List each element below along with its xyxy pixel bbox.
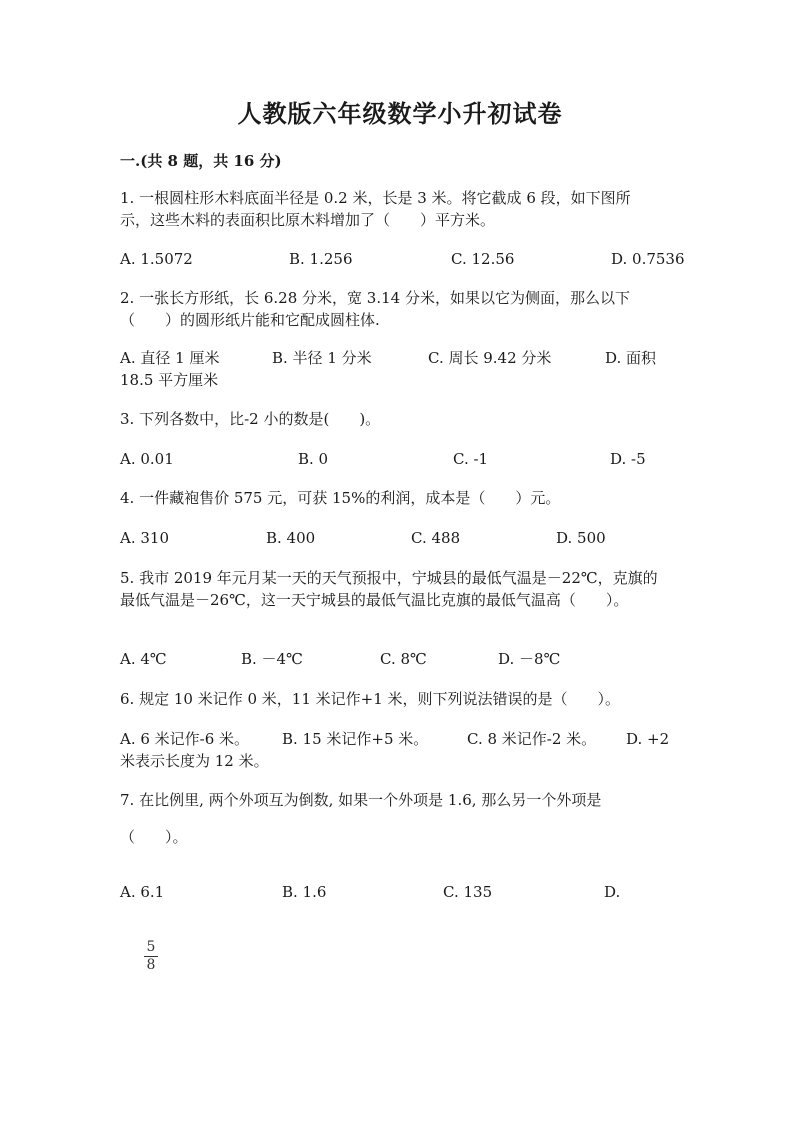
question-5-line-1: 5. 我市 2019 年元月某一天的天气预报中，宁城县的最低气温是－22℃，克旗的 [120, 569, 658, 587]
question-4-option-d: D. 500 [556, 529, 606, 547]
question-6-option-b: B. 15 米记作+5 米。 [282, 730, 429, 748]
question-2-option-b: B. 半径 1 分米 [272, 349, 372, 367]
question-5-option-c: C. 8℃ [380, 650, 427, 668]
question-5-line-2: 最低气温是－26℃，这一天宁城县的最低气温比克旗的最低气温高（ ）。 [120, 591, 629, 609]
question-2-option-d: D. 面积 [605, 349, 657, 367]
question-2-line-1: 2. 一张长方形纸，长 6.28 分米，宽 3.14 分米，如果以它为侧面，那么以下 [120, 289, 630, 307]
section-heading: 一.(共 8 题，共 16 分) [120, 152, 282, 170]
question-6-option-d: D. +2 [626, 730, 670, 748]
question-4-line-1: 4. 一件藏袍售价 575 元，可获 15%的利润，成本是（ ）元。 [120, 489, 561, 507]
question-3-option-b: B. 0 [298, 450, 329, 468]
question-1-option-a: A. 1.5072 [120, 250, 193, 268]
page-title: 人教版六年级数学小升初试卷 [237, 99, 563, 128]
question-1-option-b: B. 1.256 [289, 250, 353, 268]
question-5-option-a: A. 4℃ [120, 650, 167, 668]
question-6-option-c: C. 8 米记作-2 米。 [467, 730, 597, 748]
question-2-option-d-continued: 18.5 平方厘米 [120, 371, 219, 389]
question-3-line-1: 3. 下列各数中，比-2 小的数是( )。 [120, 410, 381, 428]
question-3-option-d: D. -5 [610, 450, 646, 468]
question-1-option-d: D. 0.7536 [611, 250, 685, 268]
question-7-option-c: C. 135 [443, 883, 493, 901]
question-2-option-a: A. 直径 1 厘米 [120, 349, 220, 367]
question-7-option-b: B. 1.6 [282, 883, 327, 901]
question-5-option-b: B. －4℃ [241, 650, 303, 668]
question-6-option-d-continued: 米表示长度为 12 米。 [120, 752, 269, 770]
fraction-denominator: 8 [146, 957, 156, 973]
question-1-option-c: C. 12.56 [451, 250, 515, 268]
question-7-line-1: 7. 在比例里, 两个外项互为倒数, 如果一个外项是 1.6, 那么另一个外项是 [120, 791, 602, 809]
question-4-option-c: C. 488 [411, 529, 461, 547]
question-7-option-a: A. 6.1 [120, 883, 165, 901]
question-5-option-d: D. －8℃ [498, 650, 561, 668]
question-7-option-d-fraction [144, 940, 158, 973]
question-3-option-a: A. 0.01 [120, 450, 174, 468]
question-6-option-a: A. 6 米记作-6 米。 [120, 730, 250, 748]
fraction-numerator: 5 [146, 939, 156, 955]
question-2-option-c: C. 周长 9.42 分米 [428, 349, 552, 367]
question-7-line-2: （ ）。 [120, 828, 188, 846]
question-2-line-2: （ ）的圆形纸片能和它配成圆柱体. [120, 311, 380, 329]
question-6-line-1: 6. 规定 10 米记作 0 米，11 米记作+1 米，则下列说法错误的是（ ）。 [120, 690, 621, 708]
question-1-line-1: 1. 一根圆柱形木料底面半径是 0.2 米，长是 3 米。将它截成 6 段，如下图所 [120, 189, 631, 207]
question-1-line-2: 示，这些木料的表面积比原木料增加了（ ）平方米。 [120, 211, 496, 229]
question-4-option-b: B. 400 [266, 529, 316, 547]
question-3-option-c: C. -1 [453, 450, 489, 468]
question-4-option-a: A. 310 [120, 529, 169, 547]
question-7-option-d: D. [604, 883, 621, 901]
